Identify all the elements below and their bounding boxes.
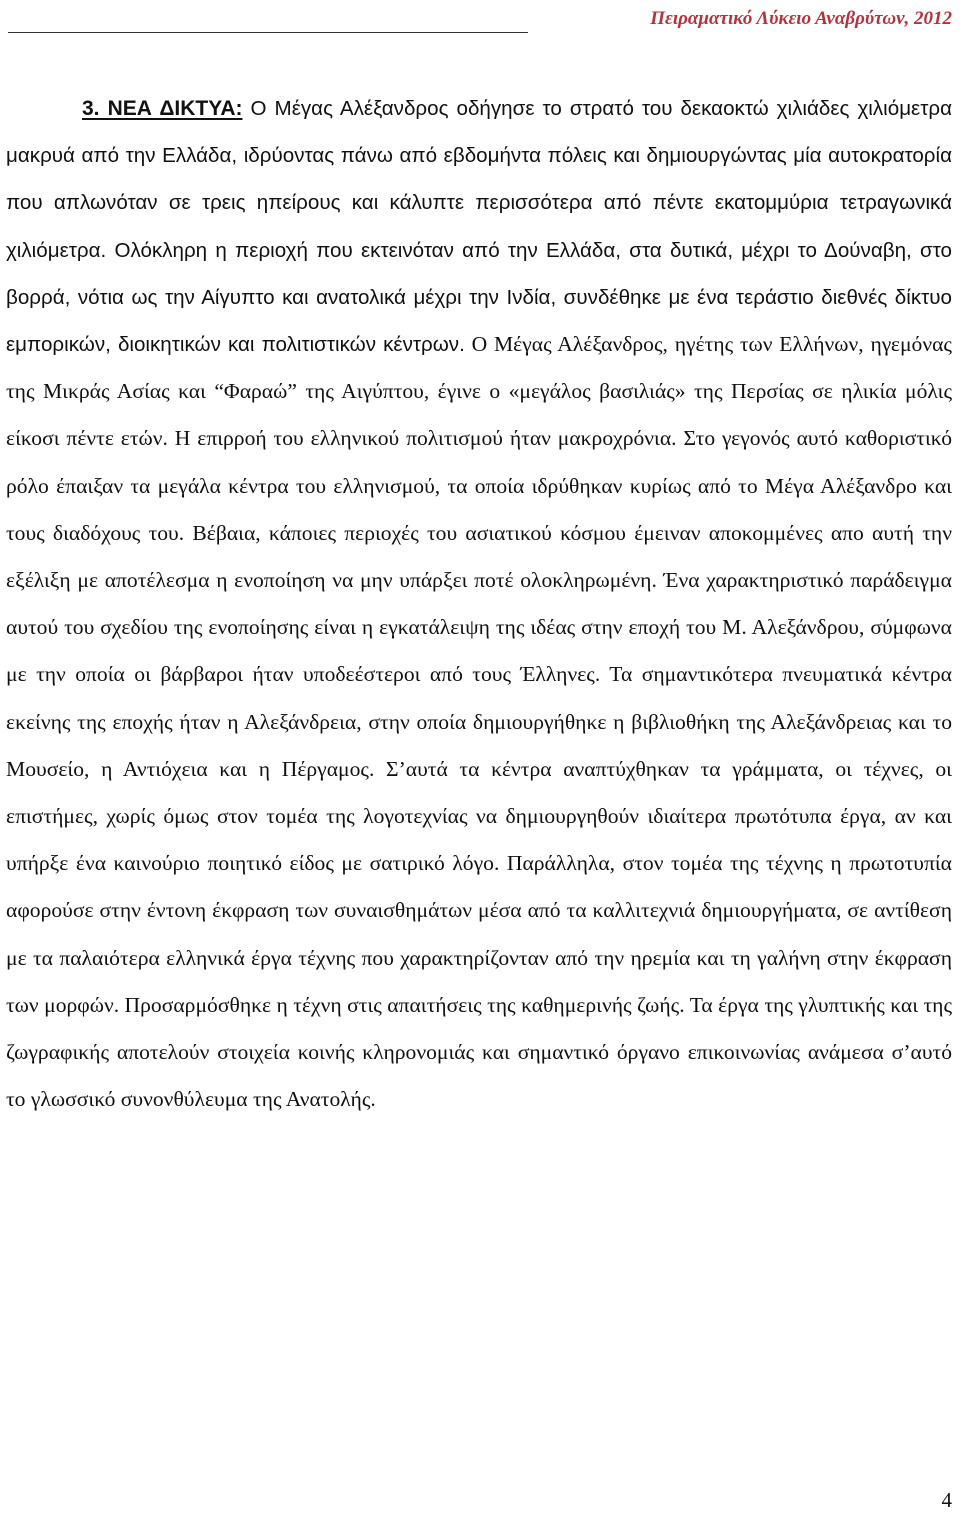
header-rule — [8, 32, 528, 33]
paragraph-run-2: Ολόκληρη η περιοχή που εκτεινόταν από την Ελλάδα, στα δυτικά, μέχρι το Δούναβη, στο βορρά, νότια ως την Αίγυπτο και ανατολικά μέχρι την Ινδία, συνδέθηκε με ένα τεράστιο διεθνές δίκτυο εμπορικών, διοικητικών και πολιτιστικών κέντρων. — [6, 238, 952, 357]
page-number: 4 — [941, 1488, 952, 1512]
section-paragraph — [6, 85, 952, 1123]
section-heading: 3. ΝΕΑ ΔΙΚΤΥΑ: — [82, 97, 243, 120]
page-header — [0, 8, 960, 36]
paragraph-run-1: Ο Μέγας Αλέξανδρος οδήγησε το στρατό του δεκαοκτώ χιλιάδες χιλιόμετρα μακρυά από την Ελλάδα, ιδρύοντας πάνω από εβδομήντα πόλεις και δημιουργώντας μία αυτοκρατορία που απλωνόταν σε τρεις ηπείρους και κάλυπτε περισσότερα από πέντε εκατομμύρια τετραγωνικά χιλιόμετρα. — [6, 97, 952, 262]
paragraph-run-3: Ο Μέγας Αλέξανδρος, ηγέτης των Ελλήνων, ηγεμόνας της Μικράς Ασίας και “Φαραώ” της Αιγύπτου, έγινε ο «μεγάλος βασιλιάς» της Περσίας σε ηλικία μόλις είκοσι πέντε ετών. Η επιρροή του ελληνικού πολιτισμού ήταν μακροχρόνια. Στο γεγονός αυτό καθοριστικό ρόλο έπαιξαν τα μεγάλα κέντρα του ελληνισμού, τα οποία ιδρύθηκαν κυρίως από το Μέγα Αλέξανδρο και τους διαδόχους του. Βέβαια, κάποιες περιοχές του ασιατικού κόσμου έμειναν αποκομμένες απο αυτή την εξέλιξη με αποτέλεσμα η ενοποίηση να μην υπάρξει ποτέ ολοκληρωμένη. Ένα χαρακτηριστικό παράδειγμα αυτού του σχεδίου της ενοποίησης είναι η εγκατάλειψη της ιδέας στην εποχή του Μ. Αλεξάνδρου, σύμφωνα με την οποία οι βάρβαροι ήταν υποδεέστεροι από τους Έλληνες. Τα σημαντικότερα πνευματικά κέντρα εκείνης της εποχής ήταν η Αλεξάνδρεια, στην οποία δημιουργήθηκε η βιβλιοθήκη της Αλεξάνδρειας και το Μουσείο, η Αντιόχεια και η Πέργαμος. Σ’αυτά τα κέντρα αναπτύχθηκαν τα γράμματα, οι τέχνες, οι επιστήμες, χωρίς όμως στον τομέα της λογοτεχνίας να δημιουργηθούν ιδιαίτερα πρωτότυπα έργα, αν και υπήρξε ένα καινούριο ποιητικό είδος με σατιρικό λόγο. Παράλληλα, στον τομέα της τέχνης η πρωτοτυπία αφορούσε στην έντονη έκφραση των συναισθημάτων μέσα από τα καλλιτεχνιά δημιουργήματα, σε αντίθεση με τα παλαιότερα ελληνικά έργα τέχνης που χαρακτηρίζονταν από την ηρεμία και τη γαλήνη στην έκφραση των μορφών. Προσαρμόσθηκε η τέχνη στις απαιτήσεις της καθημερινής ζωής. Τα έργα της γλυπτικής και της ζωγραφικής αποτελούν στοιχεία κοινής κληρονομιάς και σημαντικό όργανο επικοινωνίας ανάμεσα σ’αυτό το γλωσσικό συνονθύλευμα της Ανατολής. — [6, 332, 952, 1112]
header-title: Πειραματικό Λύκειο Αναβρύτων, 2012 — [650, 8, 952, 29]
